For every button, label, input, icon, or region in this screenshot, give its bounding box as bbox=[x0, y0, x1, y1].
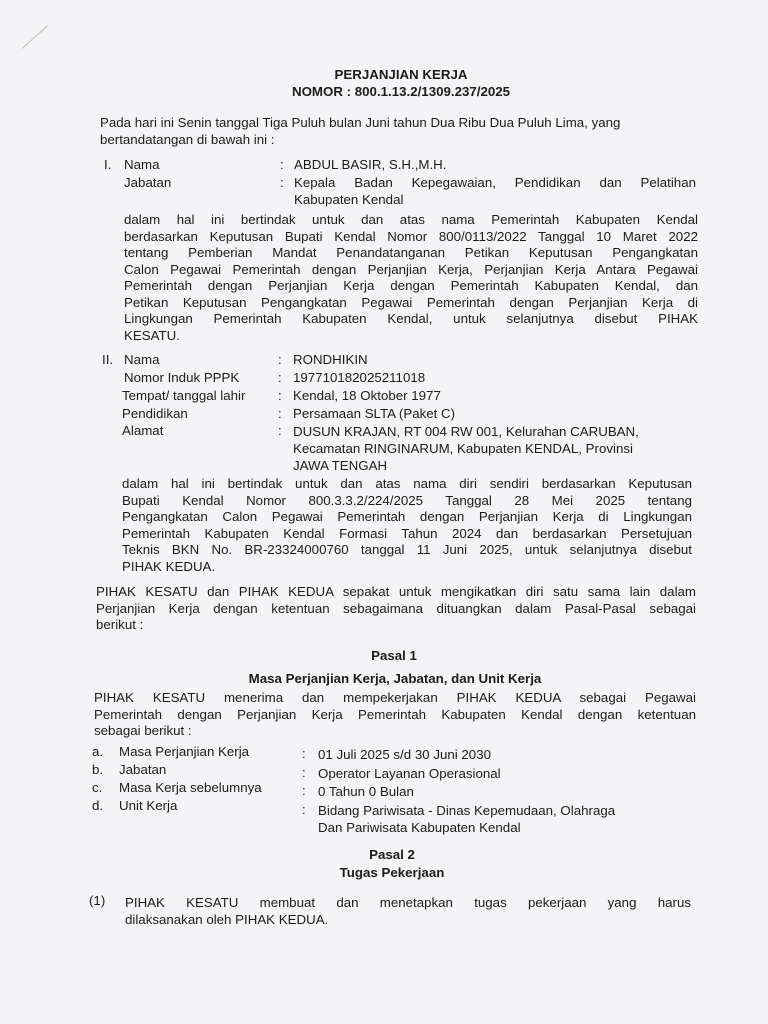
party2-numeral: II. bbox=[102, 352, 114, 367]
intro-line-2: bertandatangan di bawah ini : bbox=[100, 132, 275, 147]
intro-line-1: Pada hari ini Senin tanggal Tiga Puluh bulan Juni tahun Dua Ribu Dua Puluh Lima, yang bbox=[100, 115, 621, 130]
party1-position-label: Jabatan bbox=[124, 175, 172, 190]
pasal1-body-line: sebagai berikut : bbox=[94, 723, 192, 738]
pasal2-item-line-1: PIHAK KESATU membuat dan menetapkan tugas pekerjaan yang harus bbox=[125, 895, 691, 910]
party2-description bbox=[122, 476, 692, 575]
item-value: 0 Tahun 0 Bulan bbox=[318, 784, 414, 799]
pasal1-subheading: Masa Perjanjian Kerja, Jabatan, dan Unit Kerja bbox=[248, 671, 542, 686]
pasal2-subheading: Tugas Pekerjaan bbox=[339, 865, 445, 880]
item-label: Unit Kerja bbox=[119, 798, 178, 813]
party1-desc-line: Petikan Keputusan Pengangkatan Pegawai Pemerintah dengan Perjanjian Kerja di bbox=[124, 294, 698, 310]
item-colon: : bbox=[302, 746, 306, 761]
item-letter: a. bbox=[92, 744, 104, 759]
agreement-paragraph bbox=[96, 584, 696, 634]
item-value: Bidang Pariwisata - Dinas Kepemudaan, Olahraga bbox=[318, 803, 616, 818]
party1-desc-line: dalam hal ini bertindak untuk dan atas nama Pemerintah Kabupaten Kendal bbox=[124, 212, 698, 227]
pasal1-heading: Pasal 1 bbox=[371, 648, 417, 663]
pasal2-item-line-2: dilaksanakan oleh PIHAK KEDUA. bbox=[125, 912, 329, 927]
pasal2-heading: Pasal 2 bbox=[369, 847, 415, 862]
party2-birth-colon: : bbox=[278, 388, 282, 403]
item-label: Masa Kerja sebelumnya bbox=[119, 780, 262, 795]
party2-name-label: Nama bbox=[124, 352, 160, 367]
party2-desc-line: Pemerintah Kabupaten Kendal Formasi Tahun 2024 dan berdasarkan Persetujuan bbox=[122, 525, 692, 541]
party1-desc-line: tentang Pemberian Mandat Penandatanganan Petikan Keputusan Pengangkatan bbox=[124, 245, 698, 260]
item-label: Masa Perjanjian Kerja bbox=[119, 744, 250, 759]
party2-desc-line: PIHAK KEDUA. bbox=[122, 558, 216, 574]
item-colon: : bbox=[302, 802, 306, 817]
party1-name-label: Nama bbox=[124, 157, 160, 172]
party1-position-value-1: Kepala Badan Kepegawaian, Pendidikan dan Pelatihan bbox=[294, 175, 696, 190]
party2-birth-value: Kendal, 18 Oktober 1977 bbox=[293, 388, 441, 403]
party1-desc-line: berdasarkan Keputusan Bupati Kendal Nomor 800/0113/2022 Tanggal 10 Maret 2022 bbox=[124, 228, 698, 244]
party2-birth-label: Tempat/ tanggal lahir bbox=[122, 388, 246, 403]
document-number: NOMOR : 800.1.13.2/1309.237/2025 bbox=[291, 84, 511, 99]
item-letter: d. bbox=[92, 798, 104, 813]
party1-numeral: I. bbox=[104, 157, 112, 172]
party2-nip-colon: : bbox=[278, 370, 282, 385]
item-colon: : bbox=[302, 783, 306, 798]
party1-description bbox=[124, 212, 698, 344]
party2-address-value-1: DUSUN KRAJAN, RT 004 RW 001, Kelurahan CARUBAN, bbox=[293, 424, 639, 439]
party2-education-value: Persamaan SLTA (Paket C) bbox=[293, 406, 456, 421]
party2-address-value-2: Kecamatan RINGINARUM, Kabupaten KENDAL, Provinsi bbox=[293, 441, 633, 456]
item-value: Operator Layanan Operasional bbox=[318, 766, 501, 781]
party2-name-colon: : bbox=[278, 352, 282, 367]
pasal1-body bbox=[94, 690, 696, 740]
pasal1-body-line: PIHAK KESATU menerima dan mempekerjakan PIHAK KEDUA sebagai Pegawai bbox=[94, 690, 696, 705]
party1-position-colon: : bbox=[280, 175, 284, 190]
item-letter: c. bbox=[92, 780, 103, 795]
item-value-2: Dan Pariwisata Kabupaten Kendal bbox=[318, 820, 521, 835]
agreement-line: PIHAK KESATU dan PIHAK KEDUA sepakat untuk mengikatkan diri satu sama lain dalam bbox=[96, 584, 696, 599]
party1-desc-line: Calon Pegawai Pemerintah dengan Perjanjian Kerja, Perjanjian Kerja Antara Pegawai bbox=[124, 261, 698, 277]
party1-desc-line: KESATU. bbox=[124, 327, 180, 343]
agreement-line: berikut : bbox=[96, 617, 144, 632]
party2-desc-line: dalam hal ini bertindak untuk dan atas nama diri sendiri berdasarkan Keputusan bbox=[122, 476, 692, 491]
party2-education-label: Pendidikan bbox=[122, 406, 188, 421]
party2-desc-line: Pengangkatan Calon Pegawai Pemerintah dengan Perjanjian Kerja di Lingkungan bbox=[122, 509, 692, 524]
item-letter: b. bbox=[92, 762, 104, 777]
document-title: PERJANJIAN KERJA bbox=[334, 67, 468, 82]
agreement-line: Perjanjian Kerja dengan ketentuan sebagaimana dituangkan dalam Pasal-Pasal sebagai bbox=[96, 600, 696, 616]
party2-education-colon: : bbox=[278, 406, 282, 421]
party2-address-value-3: JAWA TENGAH bbox=[293, 458, 388, 473]
corner-scan-mark bbox=[22, 25, 48, 48]
party2-name-value: RONDHIKIN bbox=[293, 352, 368, 367]
party2-address-colon: : bbox=[278, 423, 282, 438]
party1-desc-line: Pemerintah dengan Perjanjian Kerja dengan Pemerintah Kabupaten Kendal, dan bbox=[124, 278, 698, 293]
pasal1-body-line: Pemerintah dengan Perjanjian Kerja Pemerintah Kabupaten Kendal dengan ketentuan bbox=[94, 706, 696, 722]
item-colon: : bbox=[302, 765, 306, 780]
party2-desc-line: Teknis BKN No. BR-23324000760 tanggal 11 Juni 2025, untuk selanjutnya disebut bbox=[122, 542, 692, 557]
pasal2-item-number: (1) bbox=[89, 893, 106, 908]
party2-desc-line: Bupati Kendal Nomor 800.3.3.2/224/2025 Tanggal 28 Mei 2025 tentang bbox=[122, 492, 692, 508]
party1-name-colon: : bbox=[280, 157, 284, 172]
party1-name-value: ABDUL BASIR, S.H.,M.H. bbox=[294, 157, 447, 172]
item-value: 01 Juli 2025 s/d 30 Juni 2030 bbox=[318, 747, 491, 762]
party1-position-value-2: Kabupaten Kendal bbox=[294, 192, 404, 207]
party2-address-label: Alamat bbox=[122, 423, 164, 438]
party1-desc-line: Lingkungan Pemerintah Kabupaten Kendal, untuk selanjutnya disebut PIHAK bbox=[124, 311, 698, 326]
party2-nip-label: Nomor Induk PPPK bbox=[124, 370, 240, 385]
item-label: Jabatan bbox=[119, 762, 167, 777]
party2-nip-value: 197710182025211018 bbox=[293, 370, 426, 385]
